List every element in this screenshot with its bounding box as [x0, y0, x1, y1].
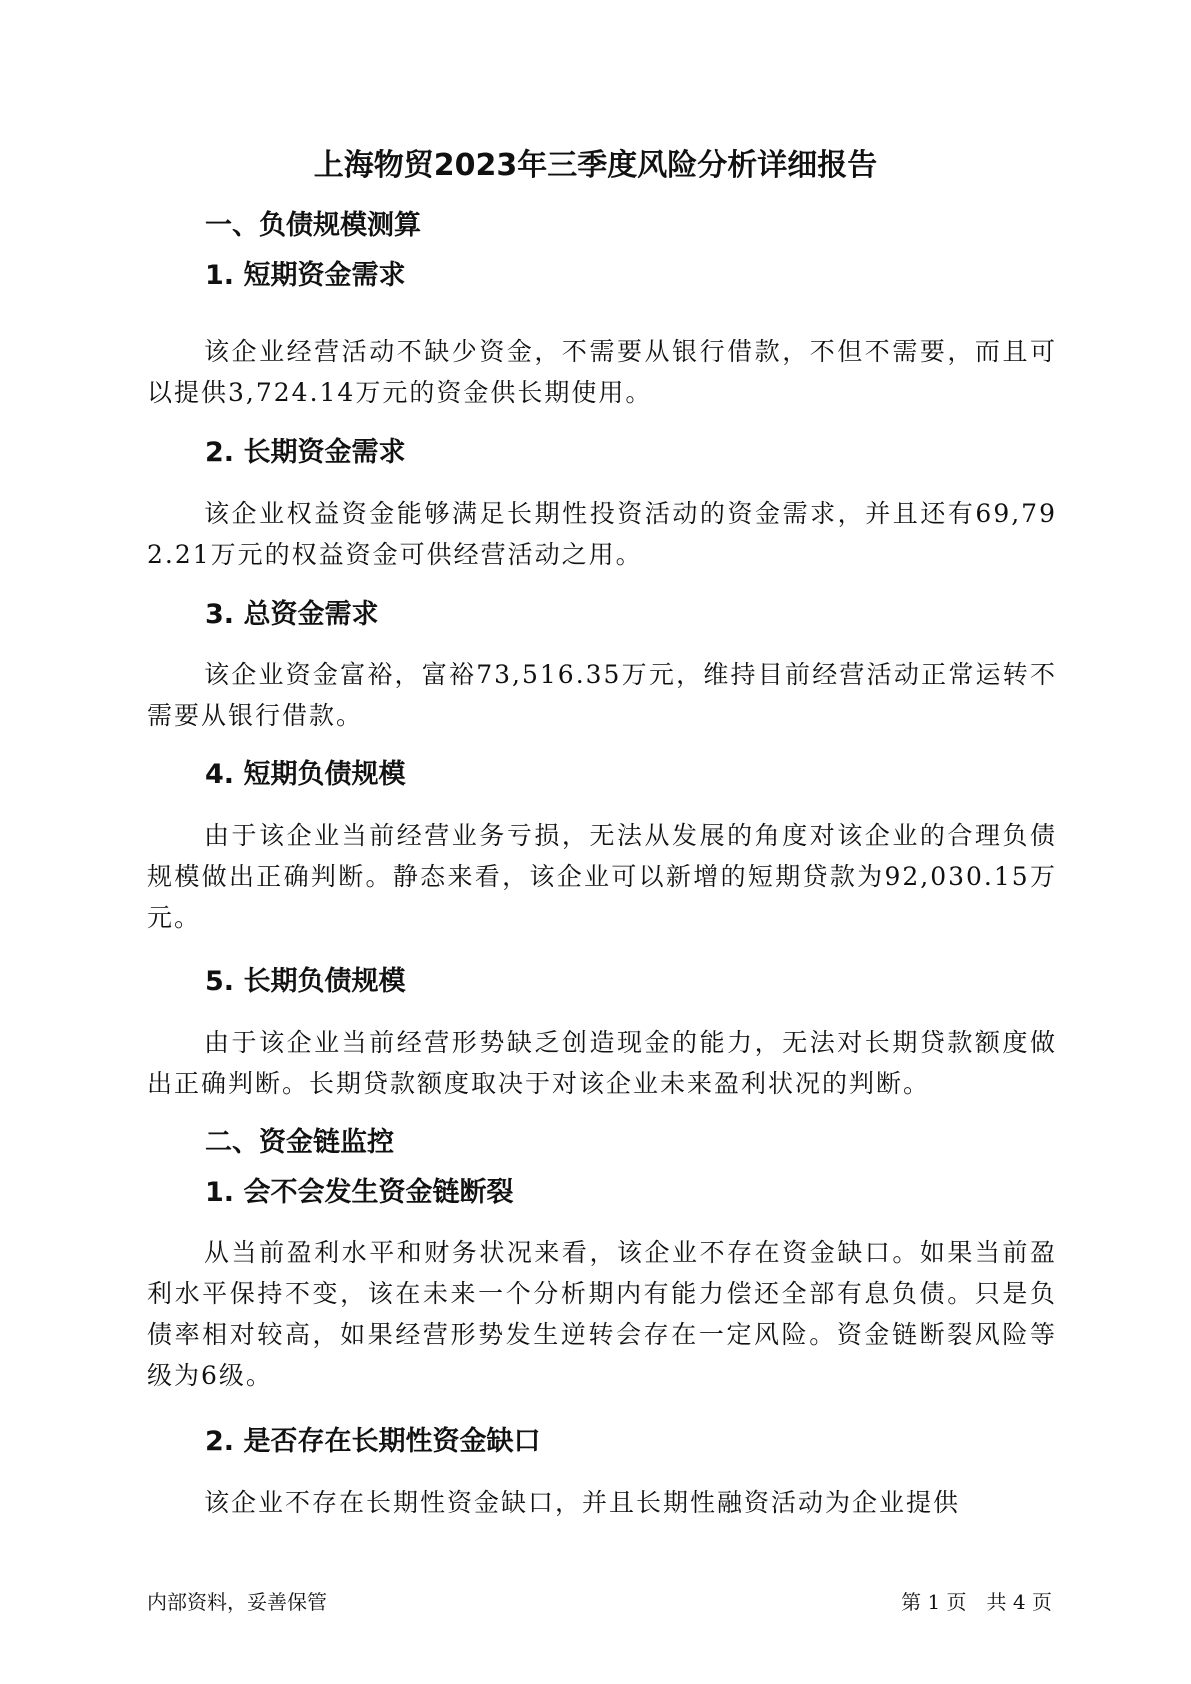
- section-heading-capital-chain: 二、资金链监控: [205, 1127, 394, 1158]
- subheading-chain-break: 1. 会不会发生资金链断裂: [205, 1177, 514, 1208]
- paragraph-short-term-funds: 该企业经营活动不缺少资金，不需要从银行借款，不但不需要，而且可以提供3,724.14万元的资金供长期使用。: [147, 337, 1057, 407]
- paragraph-total-funds: 该企业资金富裕，富裕73,516.35万元，维持目前经营活动正常运转不需要从银行借款。: [147, 660, 1057, 730]
- section-heading-liability: 一、负债规模测算: [205, 210, 421, 241]
- footer-page-number: 第 1 页 共 4 页: [901, 1590, 1052, 1614]
- report-title: 上海物贸2023年三季度风险分析详细报告: [313, 148, 878, 183]
- paragraph-long-term-gap: 该企业不存在长期性资金缺口，并且长期性融资活动为企业提供: [204, 1488, 961, 1517]
- paragraph-short-term-debt: 由于该企业当前经营业务亏损，无法从发展的角度对该企业的合理负债规模做出正确判断。静态来看，该企业可以新增的短期贷款为92,030.15万元。: [147, 821, 1057, 932]
- subheading-total-funds: 3. 总资金需求: [205, 599, 379, 630]
- subheading-short-term-debt: 4. 短期负债规模: [205, 759, 406, 790]
- footer-confidential-note: 内部资料，妥善保管: [147, 1590, 327, 1614]
- subheading-long-term-funds: 2. 长期资金需求: [205, 437, 406, 468]
- paragraph-chain-break: 从当前盈利水平和财务状况来看，该企业不存在资金缺口。如果当前盈利水平保持不变，该在未来一个分析期内有能力偿还全部有息负债。只是负债率相对较高，如果经营形势发生逆转会存在一定风险。资金链断裂风险等级为6级。: [147, 1238, 1057, 1390]
- subheading-long-term-gap: 2. 是否存在长期性资金缺口: [205, 1426, 541, 1457]
- subheading-long-term-debt: 5. 长期负债规模: [205, 966, 406, 997]
- paragraph-long-term-funds: 该企业权益资金能够满足长期性投资活动的资金需求，并且还有69,792.21万元的权益资金可供经营活动之用。: [147, 499, 1057, 569]
- paragraph-long-term-debt: 由于该企业当前经营形势缺乏创造现金的能力，无法对长期贷款额度做出正确判断。长期贷款额度取决于对该企业未来盈利状况的判断。: [147, 1028, 1057, 1098]
- subheading-short-term-funds: 1. 短期资金需求: [205, 260, 406, 291]
